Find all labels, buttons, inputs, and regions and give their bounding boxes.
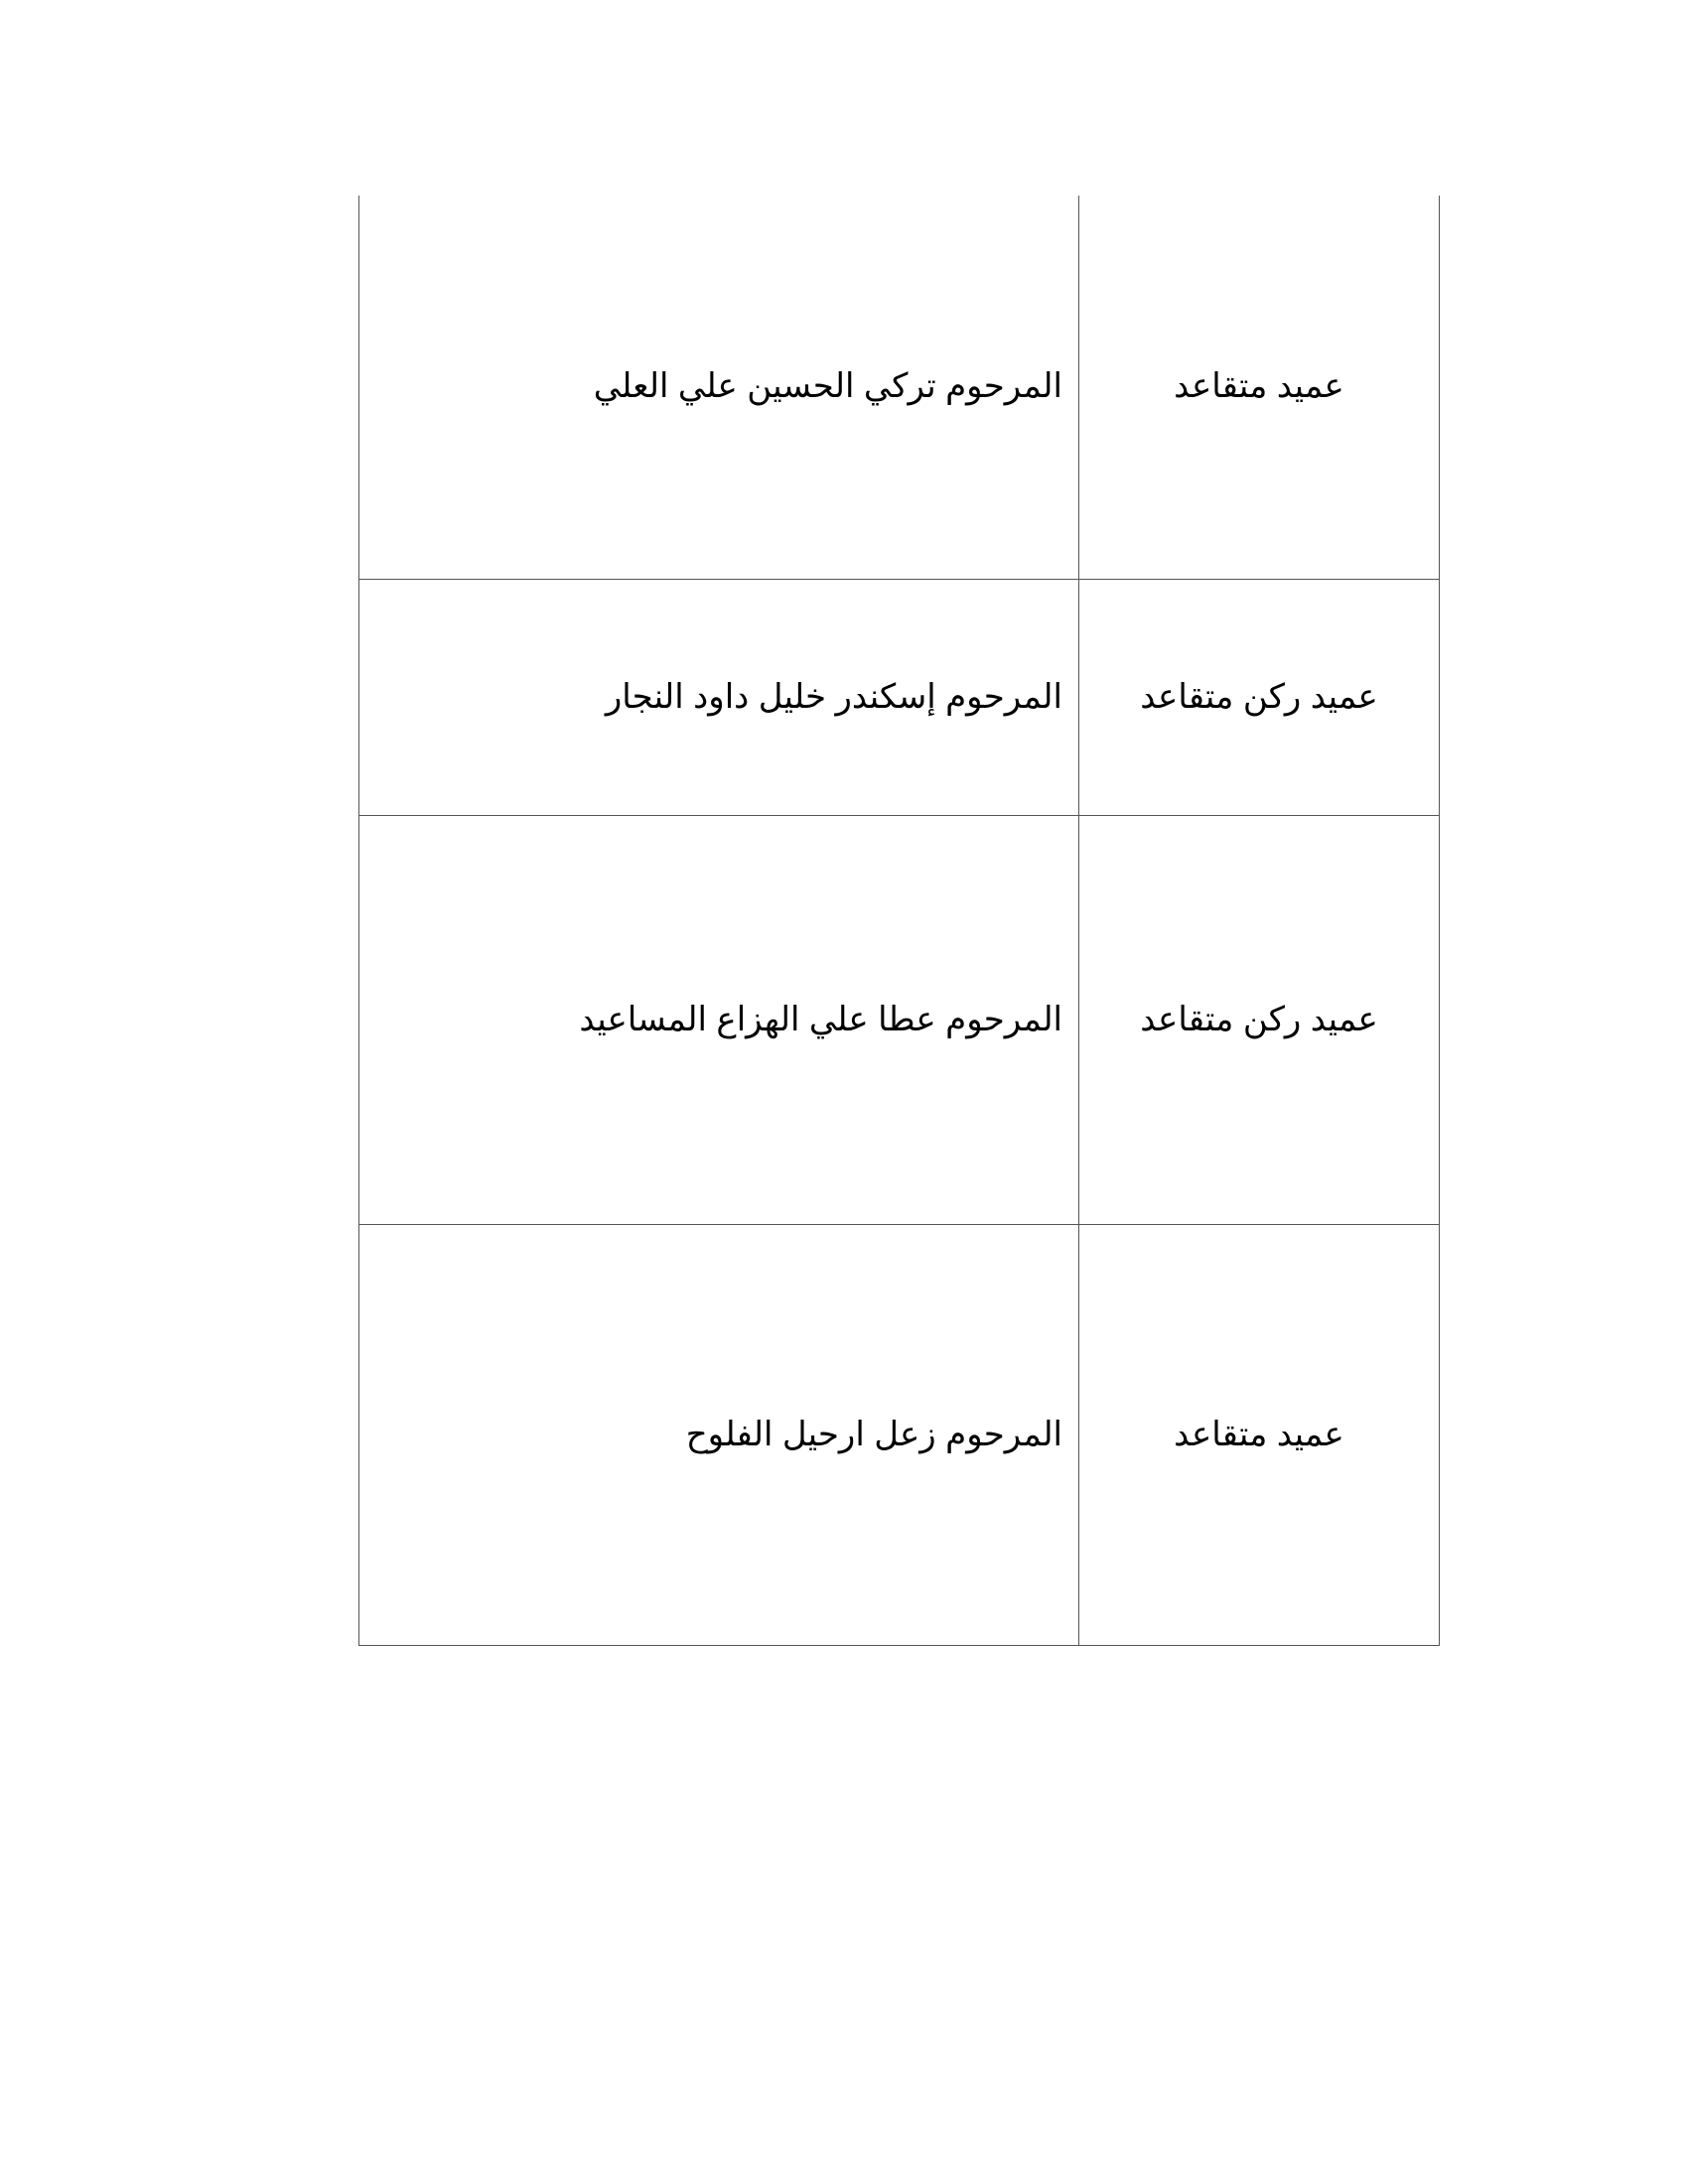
rank-cell: عميد متقاعد	[1079, 196, 1440, 579]
table-row	[359, 579, 1440, 815]
rank-cell: عميد متقاعد	[1079, 1224, 1440, 1645]
rank-cell: عميد ركن متقاعد	[1079, 815, 1440, 1224]
name-cell: المرحوم زعل ارحيل الفلوح	[359, 1224, 1079, 1645]
rank-cell: عميد ركن متقاعد	[1079, 579, 1440, 815]
roster-table-container	[358, 196, 1421, 1646]
table-row	[359, 815, 1440, 1224]
table-row	[359, 1224, 1440, 1645]
name-cell: المرحوم تركي الحسين علي العلي	[359, 196, 1079, 579]
roster-table	[358, 196, 1440, 1646]
name-cell: المرحوم عطا علي الهزاع المساعيد	[359, 815, 1079, 1224]
table-row	[359, 196, 1440, 579]
name-cell: المرحوم إسكندر خليل داود النجار	[359, 579, 1079, 815]
